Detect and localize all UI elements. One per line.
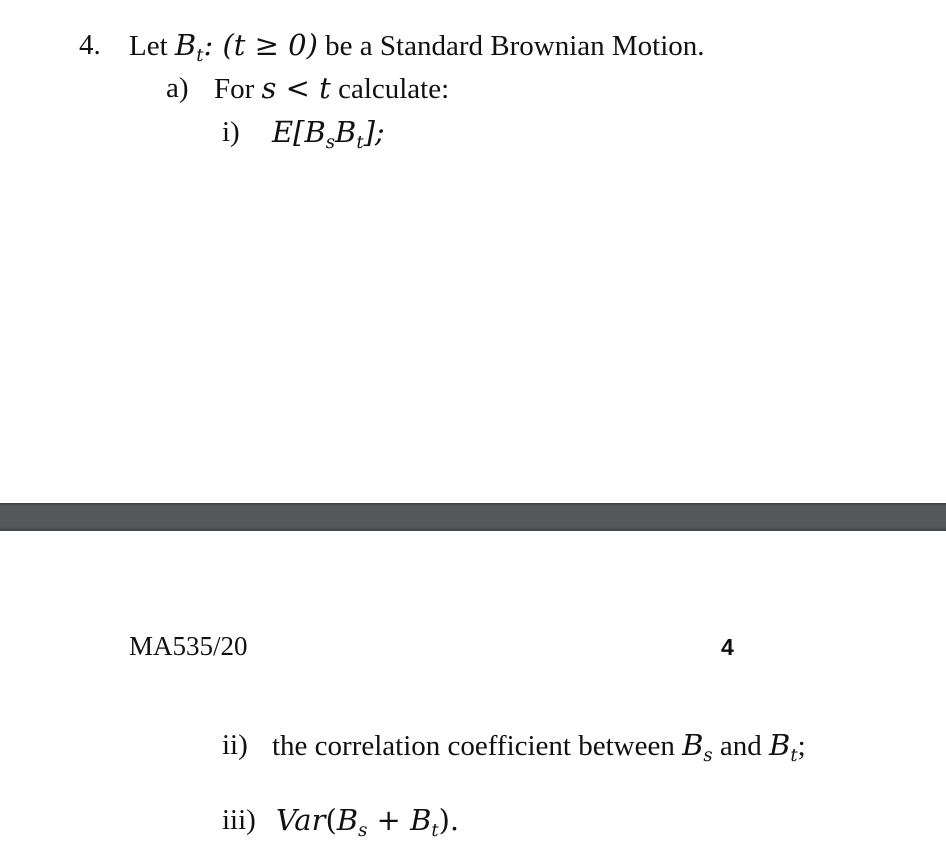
b-t-subscript: t (356, 131, 364, 153)
part-ii-label: ii) (222, 729, 248, 761)
page-separator (0, 503, 946, 531)
question-statement-text: be a Standard Brownian Motion. (317, 30, 705, 62)
bm-subscript: t (196, 44, 204, 66)
part-ii-and: and (712, 730, 770, 762)
question-number: 4. (79, 29, 101, 61)
part-a-inequality: s < t (261, 71, 331, 105)
bm-letter: B (174, 28, 197, 62)
b-s-letter: B (336, 803, 359, 837)
part-iii-expression (276, 803, 460, 841)
part-i-expression (272, 115, 385, 153)
b-t-subscript: t (790, 744, 798, 766)
b-s-subscript: s (325, 131, 336, 153)
b-t-subscript: t (431, 819, 439, 841)
part-ii-end: ; (797, 730, 806, 762)
exam-page-lower (0, 531, 946, 856)
variance-operator: Var (276, 803, 326, 837)
part-a-text (214, 71, 449, 106)
b-t-letter: B (769, 728, 791, 762)
brownian-motion-symbol (174, 28, 318, 66)
part-a-suffix: calculate: (330, 73, 450, 105)
part-ii-text (272, 728, 806, 766)
b-t-symbol (769, 728, 798, 766)
question-statement (129, 28, 705, 66)
b-s-letter: B (304, 115, 326, 149)
course-code: MA535/20 (129, 631, 248, 661)
b-t-letter: B (335, 115, 357, 149)
part-ii-text-before: the correlation coefficient between (272, 730, 683, 762)
b-s-subscript: s (358, 819, 368, 841)
b-t-letter: B (410, 803, 432, 837)
part-iii-label: iii) (222, 804, 256, 836)
plus-sign: + (367, 803, 411, 837)
expectation-open: E[ (272, 115, 305, 149)
question-lead: Let (129, 30, 175, 62)
paren-close: ). (438, 803, 460, 837)
part-a-label: a) (166, 72, 189, 104)
b-s-symbol (682, 728, 713, 766)
part-a-prefix: For (214, 73, 262, 105)
expectation-close: ]; (363, 115, 385, 149)
time-condition: : (t ≥ 0) (203, 28, 318, 62)
part-i-label: i) (222, 116, 240, 148)
page-number: 4 (721, 634, 734, 660)
b-s-subscript: s (703, 744, 713, 766)
b-s-letter: B (682, 728, 704, 762)
paren-open: ( (325, 803, 337, 837)
